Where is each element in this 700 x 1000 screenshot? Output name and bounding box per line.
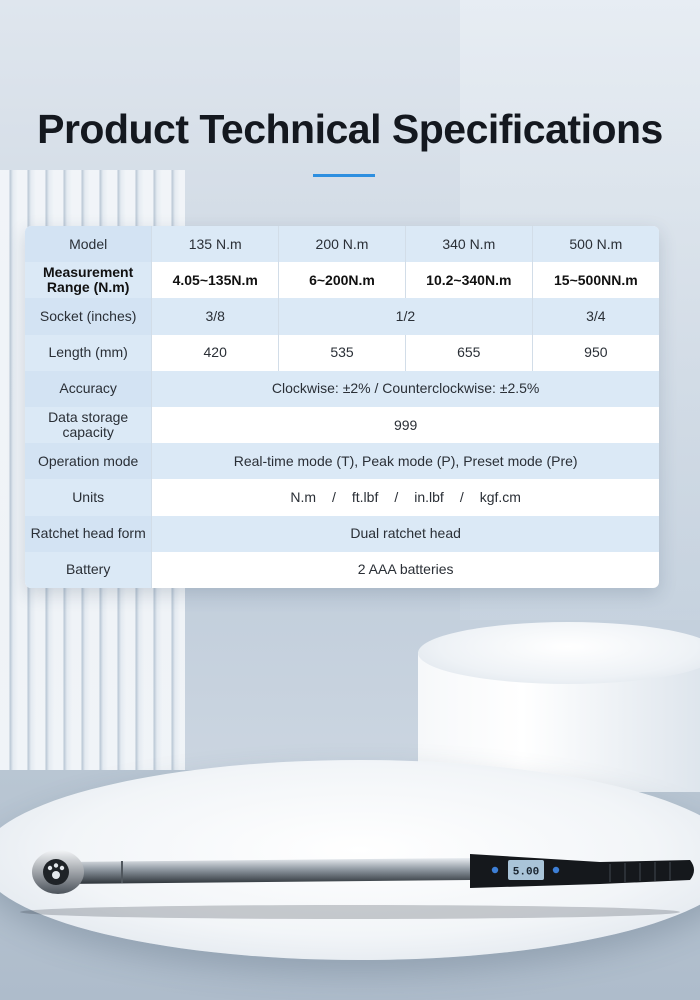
- row-length: [25, 335, 659, 371]
- wrench-button-icon: [492, 867, 498, 873]
- battery-value: 2 AAA batteries: [357, 561, 454, 578]
- mode-label: Operation mode: [25, 443, 152, 479]
- model-label: Model: [25, 226, 152, 262]
- length-cell: 655: [405, 335, 532, 371]
- page-title: Product Technical Specifications: [37, 106, 663, 152]
- model-cell: 200 N.m: [279, 226, 406, 262]
- pedestal-top: [418, 622, 700, 684]
- wrench-handle: [470, 854, 694, 888]
- row-units: [25, 479, 659, 515]
- unit-separator: /: [394, 488, 399, 505]
- row-model: [25, 226, 659, 262]
- row-battery: [25, 552, 659, 588]
- row-accuracy: [25, 371, 659, 407]
- row-ratchet: [25, 516, 659, 552]
- accuracy-label: Accuracy: [25, 371, 152, 407]
- length-cell: 420: [152, 335, 279, 371]
- storage-value: 999: [393, 416, 418, 433]
- units-value: [152, 479, 659, 515]
- mode-value: Real-time mode (T), Peak mode (P), Preset mode (Pre): [152, 443, 659, 479]
- unit-item: in.lbf: [414, 488, 444, 505]
- range-cell: 15~500NN.m: [554, 271, 638, 288]
- ratchet-value: Dual ratchet head: [152, 516, 659, 552]
- wrench-button-icon: [553, 867, 559, 873]
- range-label: Measurement Range (N.m): [25, 262, 152, 298]
- unit-item: ft.lbf: [351, 488, 379, 505]
- row-socket: [25, 298, 659, 334]
- accuracy-value: Clockwise: ±2% / Counterclockwise: ±2.5%: [152, 371, 659, 407]
- battery-label: Battery: [25, 552, 152, 588]
- model-cell: 340 N.m: [405, 226, 532, 262]
- range-cell: 10.2~340N.m: [405, 262, 532, 298]
- socket-label: Socket (inches): [25, 298, 152, 334]
- units-label: Units: [25, 479, 152, 515]
- row-range: [25, 262, 659, 298]
- length-label: Length (mm): [25, 335, 152, 371]
- ratchet-label: Ratchet head form: [25, 516, 152, 552]
- lcd-reading: 5.00: [512, 866, 540, 879]
- range-cell: 4.05~135N.m: [152, 262, 279, 298]
- unit-item: N.m: [290, 488, 316, 505]
- model-cell: 135 N.m: [152, 226, 279, 262]
- socket-cell: 1/2: [279, 298, 533, 334]
- storage-label: Data storage capacity: [25, 407, 152, 443]
- length-cell: 535: [279, 335, 406, 371]
- unit-separator: /: [332, 488, 336, 505]
- title-underline: [313, 174, 375, 177]
- range-cell: 6~200N.m: [279, 262, 406, 298]
- model-cell: 500 N.m: [532, 226, 659, 262]
- wrench-shadow: [20, 905, 680, 919]
- row-mode: [25, 443, 659, 479]
- unit-item: kgf.cm: [479, 488, 521, 505]
- unit-separator: /: [459, 488, 464, 505]
- row-storage: [25, 407, 659, 443]
- socket-cell: 3/4: [532, 298, 659, 334]
- spec-table: [25, 226, 659, 588]
- length-cell: 950: [584, 344, 608, 361]
- torque-wrench-image: [0, 840, 700, 920]
- socket-cell: 3/8: [152, 298, 279, 334]
